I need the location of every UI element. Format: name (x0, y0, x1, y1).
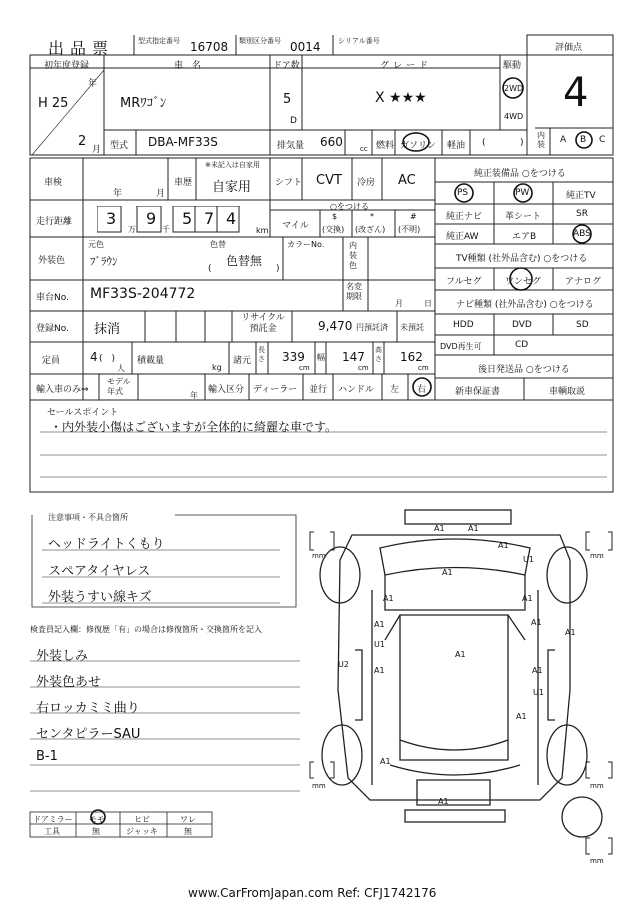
note-2: スペアタイヤレス (48, 564, 151, 579)
first-reg-month: 2 (78, 134, 87, 149)
len-unit: cm (299, 364, 310, 372)
damage-mark: A1 (455, 650, 466, 659)
color-label: 外装色 (38, 256, 66, 266)
first-reg-month-unit: 月 (92, 145, 102, 155)
color-orig: ﾌﾞﾗｳﾝ (90, 255, 118, 268)
mileage-opt-dollar: $ (332, 212, 338, 221)
fuel-paren-close: ) (520, 138, 524, 148)
navi-label: ナビ種類 (社外品含む) ○をつける (456, 300, 594, 310)
mileage-man: 万 (128, 225, 136, 234)
damage-mark: A1 (438, 797, 449, 806)
chassis-label: 車台No. (36, 293, 69, 303)
mileage-note-2: (改ざん) (355, 225, 386, 234)
mileage-digit-4: 7 (204, 209, 215, 228)
damage-mark: A1 (498, 541, 509, 550)
fuel-label: 燃料 (376, 141, 395, 151)
grade-value: X ★★★ (375, 90, 427, 106)
color-no-label: カラーNo. (287, 240, 325, 249)
equip-tv: 純正TV (566, 191, 596, 201)
model-type: DBA-MF33S (148, 135, 218, 149)
first-reg-era: H 25 (38, 96, 69, 111)
model-name-label: 車 名 (174, 61, 202, 71)
recycle-value: 9,470 (318, 319, 353, 333)
damage-mark: A1 (434, 524, 445, 533)
damage-mark: A1 (468, 524, 479, 533)
model-name: MRﾜｺﾞﾝ (120, 96, 167, 111)
docs-label: 後日発送品 ○をつける (478, 365, 570, 375)
doors-value: 5 (283, 92, 292, 107)
note-3: 外装うすい線キズ (48, 590, 152, 605)
equip-ps: PS (457, 188, 469, 198)
capacity-paren: ( ) (99, 354, 116, 364)
inspector-note-5: B-1 (36, 749, 58, 764)
import-right: 右 (417, 385, 427, 395)
len-value: 339 (282, 350, 305, 364)
mileage-boxes (97, 206, 247, 234)
displacement-unit: cc (360, 145, 368, 153)
damage-mark: A1 (516, 712, 527, 721)
mirror-r-4: 無 (184, 827, 192, 836)
mileage-digit-1: 3 (106, 209, 117, 228)
damage-mark: A1 (380, 757, 391, 766)
mm-label: mm (590, 782, 604, 790)
interior-a: A (560, 135, 567, 145)
damage-mark: U2 (338, 660, 349, 669)
damage-mark: U1 (533, 688, 544, 697)
mirror-r-3: ジャッキ (126, 827, 158, 836)
drive-2wd: 2WD (504, 84, 524, 93)
equip-abs: ABS (573, 229, 591, 239)
mileage-digit-2: 9 (146, 209, 157, 228)
recycle-label: リサイクル預託金 (241, 313, 285, 334)
equip-leather: 革シート (505, 212, 542, 222)
inspector-note-1: 外装しみ (36, 649, 89, 664)
recycle-note: 円預託済 (356, 323, 388, 332)
displacement-value: 660 (320, 135, 343, 149)
note-1: ヘッドライトくもり (48, 537, 165, 552)
mm-label: mm (312, 782, 326, 790)
score-value: 4 (563, 70, 589, 116)
damage-mark: A1 (531, 618, 542, 627)
mirror-h-3: ヒビ (134, 815, 150, 824)
import-handle: ハンドル (338, 385, 375, 395)
mileage-circle-note: ○をつける (330, 202, 369, 211)
color-int-label: 内装色 (349, 241, 357, 270)
mm-label: mm (590, 857, 604, 865)
wid-unit: cm (358, 364, 369, 372)
footer-ref: www.CarFromJapan.com Ref: CFJ1742176 (188, 886, 437, 900)
score-label: 評価点 (555, 43, 583, 53)
damage-mark: U1 (374, 640, 385, 649)
mirror-h-2: モモ (89, 815, 105, 824)
inspector-note-4: センタピラーSAU (36, 727, 141, 742)
mileage-unit: km (256, 226, 269, 235)
mileage-mile: マイル (282, 221, 309, 231)
equip-aw: 純正AW (446, 232, 479, 242)
shift-value: CVT (316, 173, 342, 188)
import-dealer: ディーラー (253, 385, 298, 395)
mileage-label: 走行距離 (36, 217, 73, 227)
color-change-label: 色替 (210, 240, 226, 249)
drive-4wd: 4WD (504, 112, 524, 121)
capacity-unit: 人 (117, 364, 125, 373)
mirror-h-1: ドアミラー (33, 815, 73, 824)
tv-label: TV種類 (社外品含む) ○をつける (456, 254, 588, 264)
mileage-opt-star: * (370, 212, 374, 221)
len-label: 長さ (258, 346, 265, 363)
interior-b: B (580, 135, 587, 145)
color-paren-close: ) (276, 264, 280, 274)
genuine-label: 純正装備品 ○をつける (474, 169, 566, 179)
chassis-value: MF33S-204772 (90, 286, 196, 302)
notes-label: 注意事項・不具合箇所 (48, 513, 128, 522)
mm-label: mm (312, 552, 326, 560)
damage-mark: U1 (523, 555, 534, 564)
chassis-expiry-label: 名変期限 (346, 282, 362, 301)
equip-cd: CD (515, 340, 529, 350)
damage-mark: A1 (383, 594, 394, 603)
interior-c: C (599, 135, 606, 145)
mm-label: mm (590, 552, 604, 560)
tv-analog: アナログ (565, 277, 602, 287)
import-model-year: モデル年式 (107, 377, 131, 396)
navi-dvd: DVD (512, 320, 532, 330)
damage-mark: A1 (565, 628, 576, 637)
serial-label: シリアル番号 (338, 37, 380, 45)
grade-label: グレード (380, 61, 433, 71)
mileage-digit-5: 4 (226, 209, 237, 228)
inspection-year: 年 (113, 189, 123, 199)
equip-sr: SR (576, 209, 588, 219)
hgt-label: 高さ (375, 346, 382, 363)
fuel-value: ガソリン (400, 141, 437, 151)
class-no-label: 類別区分番号 (239, 37, 281, 45)
import-kind-label: 輸入区分 (208, 385, 245, 395)
doors-suffix: D (290, 116, 297, 126)
ac-label: 冷房 (357, 178, 376, 188)
tv-oneseg: ワンセグ (505, 277, 542, 287)
interior-label: 内装 (537, 131, 545, 149)
tv-fullseg: フルセグ (446, 277, 482, 287)
sales-point-text: ・内外装小傷はございますが全体的に綺麗な車です。 (50, 420, 338, 434)
shift-label: シフト (275, 178, 303, 188)
chassis-day: 日 (424, 299, 432, 308)
navi-sd: SD (576, 320, 589, 330)
inspection-month: 月 (156, 189, 166, 199)
type-no-label: 型式指定番号 (138, 37, 180, 45)
history-note: ※未記入は自家用 (205, 161, 260, 169)
model-type-label: 型式 (110, 141, 129, 151)
ac-value: AC (398, 173, 416, 188)
damage-mark: A1 (374, 620, 385, 629)
inspector-note-3: 右ロッカミミ曲り (36, 701, 140, 716)
inspection-label: 車検 (44, 178, 63, 188)
docs-warranty: 新車保証書 (455, 387, 501, 397)
doors-label: ドア数 (273, 61, 300, 71)
dvd-label: DVD再生可 (440, 342, 482, 351)
mileage-sen: 千 (162, 225, 170, 234)
damage-mark: A1 (442, 568, 453, 577)
registration-value: 抹消 (94, 322, 121, 337)
inspector-label: 検査員記入欄：修復歴「有」の場合は修復箇所・交換箇所を記入 (30, 625, 262, 634)
import-left: 左 (390, 385, 400, 395)
damage-mark: A1 (374, 666, 385, 675)
mirror-r-1: 工具 (44, 827, 60, 836)
recycle-unpaid: 未預託 (400, 323, 424, 332)
capacity-value: 4 (90, 350, 98, 364)
damage-mark: A1 (522, 594, 533, 603)
wid-value: 147 (342, 350, 365, 364)
fuel-alt: 軽油 (447, 141, 466, 151)
mileage-digit-3: 5 (182, 209, 193, 228)
displacement-label: 排気量 (277, 141, 305, 151)
import-parallel: 並行 (309, 385, 328, 395)
history-label: 車歴 (174, 178, 193, 188)
mileage-note-3: (不明) (398, 225, 421, 234)
inspector-note-2: 外装色あせ (36, 675, 102, 690)
mileage-opt-hash: # (410, 212, 417, 221)
car-diagram-outline (320, 510, 602, 837)
hgt-value: 162 (400, 350, 423, 364)
color-change: 色替無 (226, 254, 263, 268)
damage-mark: A1 (532, 666, 543, 675)
class-no: 0014 (290, 40, 321, 54)
load-unit: kg (212, 363, 222, 372)
hgt-unit: cm (418, 364, 429, 372)
color-paren: ( (208, 264, 212, 274)
mileage-note-1: (交換) (322, 225, 345, 234)
sales-point-label: セールスポイント (47, 408, 119, 418)
registration-label: 登録No. (36, 324, 69, 334)
docs-manual: 車輌取説 (549, 387, 586, 397)
equip-pw: PW (515, 188, 530, 198)
drive-label: 駆動 (503, 61, 522, 71)
equip-airbag: エアB (512, 232, 537, 242)
navi-hdd: HDD (453, 320, 474, 330)
sheet-title: 出品票 (48, 39, 115, 58)
load-label: 積載量 (137, 356, 165, 366)
chassis-month: 月 (395, 299, 403, 308)
equip-navi: 純正ナビ (446, 212, 483, 222)
wid-label: 幅 (317, 353, 325, 362)
first-reg-year-unit: 年 (88, 79, 98, 89)
fuel-paren: ( (482, 138, 486, 148)
import-year: 年 (190, 391, 198, 400)
import-label: 輸入車のみ⇒ (36, 385, 89, 395)
color-orig-label: 元色 (88, 240, 104, 249)
type-no: 16708 (190, 40, 229, 54)
capacity-label: 定員 (42, 356, 61, 366)
history-value: 自家用 (212, 180, 252, 195)
dims-label: 諸元 (233, 356, 252, 366)
mirror-h-4: ワレ (180, 815, 196, 824)
first-reg-label: 初年度登録 (44, 61, 90, 71)
mirror-r-2: 無 (92, 827, 100, 836)
